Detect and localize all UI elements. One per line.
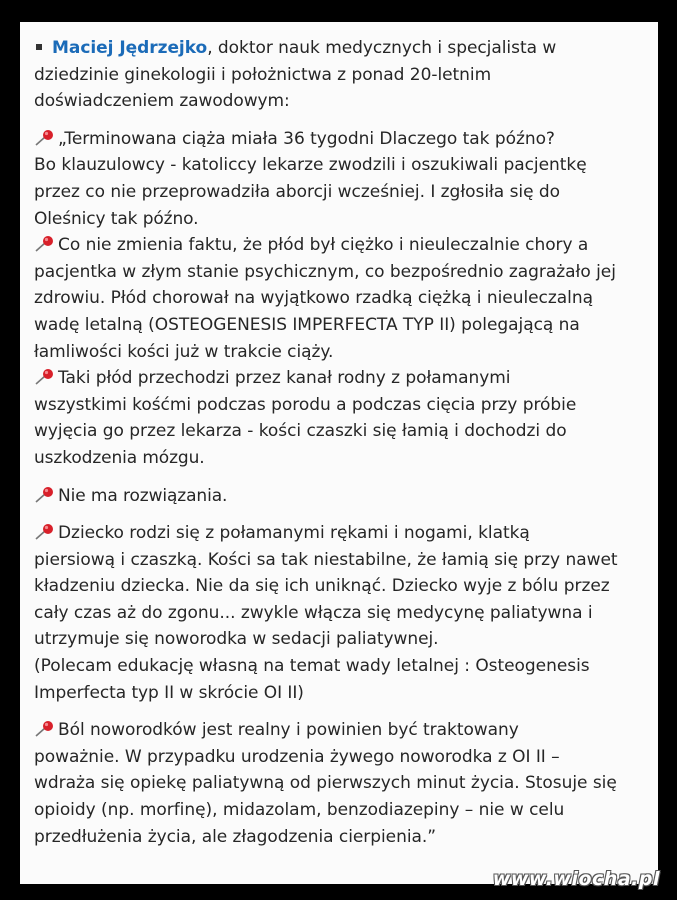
intro-line-1: Maciej Jędrzejko, doktor nauk medycznych i specjalista w: [34, 35, 654, 62]
quote-paragraph-5: [34, 520, 654, 706]
bullet-square-icon: [36, 44, 42, 50]
paragraph-line: cały czas aż do zgonu... zwykle włącza się medycynę paliatywna i: [34, 602, 593, 623]
pushpin-icon: [34, 129, 56, 147]
paragraph-line: utrzymuje się noworodka w sedacji paliatywnej.: [34, 629, 439, 650]
pushpin-icon: [34, 486, 56, 504]
intro-paragraph: [34, 35, 654, 115]
quote-paragraph-6: [34, 717, 654, 850]
paragraph-line: kładzeniu dziecka. Nie da się ich uniknąć. Dziecko wyje z bólu przez: [34, 576, 610, 597]
paragraph-line: Taki płód przechodzi przez kanał rodny z połamanymi: [58, 368, 511, 389]
quote-paragraph-3: [34, 365, 654, 471]
paragraph-line: zdrowiu. Płód chorował na wyjątkowo rzadką ciężką i nieuleczalną: [34, 288, 593, 309]
paragraph-line: „Terminowana ciąża miała 36 tygodni Dlaczego tak późno?: [58, 128, 555, 149]
pushpin-icon: [34, 720, 56, 738]
pushpin-icon: [34, 368, 56, 386]
quote-paragraph-4: [34, 483, 654, 510]
paragraph-line: (Polecam edukację własną na temat wady letalnej : Osteogenesis: [34, 656, 590, 677]
paragraph-line: Bo klauzulowcy - katoliccy lekarze zwodzili i oszukiwali pacjentkę: [34, 155, 587, 176]
paragraph-line: opioidy (np. morfinę), midazolam, benzodiazepiny – nie w celu: [34, 800, 565, 821]
paragraph-line: Nie ma rozwiązania.: [58, 485, 228, 506]
paragraph-line: wszystkimi kośćmi podczas porodu a podczas cięcia przy próbie: [34, 394, 577, 415]
paragraph-line: łamliwości kości już w trakcie ciąży.: [34, 341, 334, 362]
pushpin-icon: [34, 235, 56, 253]
paragraph-line: wadę letalną (OSTEOGENESIS IMPERFECTA TYP II) polegającą na: [34, 314, 580, 335]
paragraph-line: przez co nie przeprowadziła aborcji wcześniej. I zgłosiła się do: [34, 181, 561, 202]
intro-line: doświadczeniem zawodowym:: [34, 91, 290, 112]
paragraph-line: Dziecko rodzi się z połamanymi rękami i nogami, klatką: [58, 523, 530, 544]
paragraph-line: Oleśnicy tak późno.: [34, 208, 199, 229]
quote-paragraph-1: [34, 126, 654, 232]
paragraph-line: Ból noworodków jest realny i powinien być traktowany: [58, 720, 519, 741]
paragraph-line: uszkodzenia mózgu.: [34, 447, 205, 468]
paragraph-line: przedłużenia życia, ale złagodzenia cierpienia.”: [34, 826, 437, 847]
site-watermark: www.wiocha.pl: [492, 868, 660, 890]
post-card: [20, 22, 658, 884]
pushpin-icon: [34, 523, 56, 541]
paragraph-line: piersiową i czaszką. Kości sa tak niestabilne, że łamią się przy nawet: [34, 549, 618, 570]
paragraph-line: Imperfecta typ II w skrócie OI II): [34, 682, 304, 703]
author-link[interactable]: Maciej Jędrzejko: [52, 38, 208, 58]
intro-line: dziedzinie ginekologii i położnictwa z ponad 20-letnim: [34, 64, 492, 85]
paragraph-line: wyjęcia go przez lekarza - kości czaszki się łamią i dochodzi do: [34, 421, 567, 442]
paragraph-line: poważnie. W przypadku urodzenia żywego noworodka z OI II –: [34, 746, 560, 767]
quote-paragraph-2: [34, 232, 654, 365]
paragraph-line: wdraża się opiekę paliatywną od pierwszych minut życia. Stosuje się: [34, 773, 617, 794]
paragraph-line: pacjentka w złym stanie psychicznym, co bezpośrednio zagrażało jej: [34, 261, 616, 282]
paragraph-line: Co nie zmienia faktu, że płód był ciężko i nieuleczalnie chory a: [58, 235, 589, 256]
post-text: [34, 35, 654, 850]
